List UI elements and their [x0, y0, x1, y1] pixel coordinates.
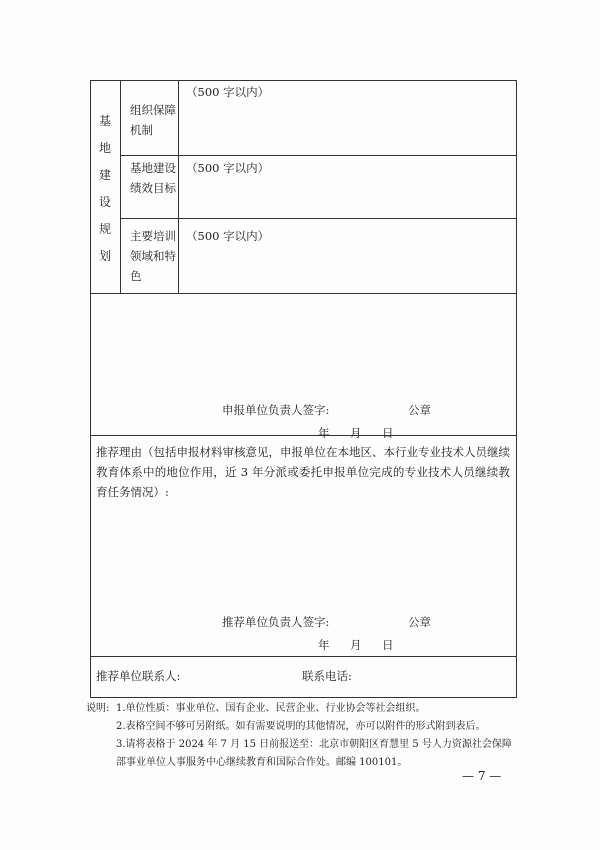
note-item-2: 2.表格空间不够可另附纸。如有需要说明的其他情况，亦可以附件的形式附到表后。 — [116, 721, 486, 732]
recommend-date-month: 月 — [350, 638, 362, 652]
row-divider-2 — [120, 218, 517, 219]
row-hint-organization: （500 字以内） — [186, 85, 270, 99]
recommend-section-bottom — [90, 656, 517, 657]
section-column-divider — [120, 80, 121, 294]
applicant-date-year: 年 — [318, 426, 330, 440]
applicant-date-day: 日 — [382, 426, 394, 440]
contact-phone-label: 联系电话: — [302, 669, 352, 683]
note-item-1: 1.单位性质：事业单位、国有企业、民营企业、行业协会等社会组织。 — [116, 703, 426, 714]
row-hint-training: （500 字以内） — [186, 229, 270, 243]
section-label-plan: 基地建设规划 — [98, 114, 111, 263]
row-hint-performance: （500 字以内） — [186, 161, 270, 175]
category-column-divider — [178, 80, 179, 294]
row-category-training: 主要培训领域和特色 — [130, 229, 176, 283]
row-category-performance: 基地建设绩效目标 — [130, 161, 176, 195]
recommend-date-year: 年 — [318, 638, 330, 652]
note-item-4: 部事业单位人事服务中心继续教育和国际合作处。邮编 100101。 — [116, 757, 408, 768]
contact-person-label: 推荐单位联系人: — [96, 669, 181, 683]
plan-section-bottom — [90, 293, 517, 294]
applicant-seal-label: 公章 — [408, 403, 431, 417]
page-number: — 7 — — [462, 769, 502, 783]
note-item-3: 3.请将表格于 2024 年 7 月 15 日前报送至：北京市朝阳区育慧里 5 号人力资源社会保障 — [116, 739, 512, 750]
notes-title: 说明: — [86, 703, 110, 714]
applicant-sign-label: 申报单位负责人签字: — [222, 403, 330, 417]
recommend-sign-label: 推荐单位负责人签字: — [222, 615, 330, 629]
row-divider-1 — [120, 155, 517, 156]
recommend-date-day: 日 — [382, 638, 394, 652]
row-category-organization: 组织保障机制 — [130, 103, 176, 137]
applicant-section-bottom — [90, 435, 517, 436]
applicant-date-month: 月 — [350, 426, 362, 440]
recommend-seal-label: 公章 — [408, 615, 431, 629]
recommend-reason-text: 推荐理由（包括申报材料审核意见，申报单位在本地区、本行业专业技术人员继续教育体系中的地位作用，近 3 年分派或委托申报单位完成的专业技术人员继续教育任务情况）: — [96, 445, 510, 499]
